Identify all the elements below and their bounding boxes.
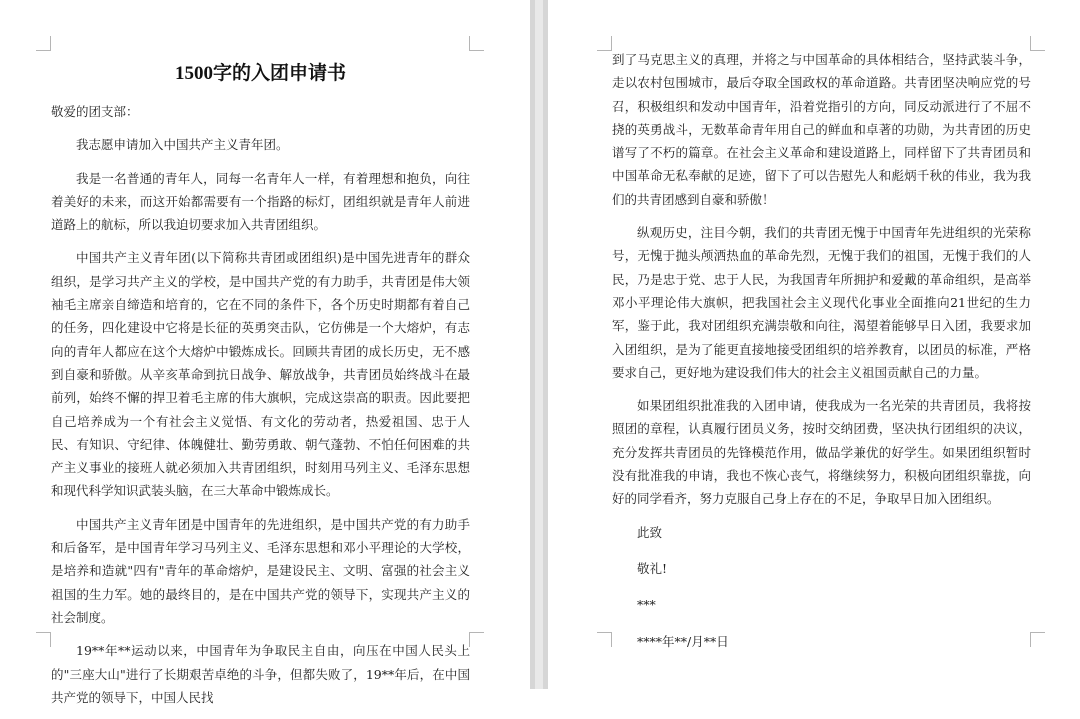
document-page-left [0, 0, 530, 705]
page-corner-mark [597, 36, 612, 51]
page-content [612, 48, 1031, 666]
paragraph: 中国共产主义青年团(以下简称共青团或团组织)是中国先进青年的群众组织，是学习共产主义的学校，是中国共产党的有力助手，共青团是伟大领袖毛主席亲自缔造和培育的，它在不同的条件下，各个历史时期都有着自己的任务，四化建设中它将是长征的英勇突击队，它仿佛是一个大熔炉，有志向的青年人都应在这个大熔炉中锻炼成长。回顾共青团的成长历史，无不感到自豪和骄傲。从辛亥革命到抗日战争、解放战争，共青团员始终战斗在最前列，始终不懈的捍卫着毛主席的伟大旗帜，完成这崇高的职责。因此要把自己培养成为一个有社会主义觉悟、有文化的劳动者，热爱祖国、忠于人民、有知识、守纪律、体魄健壮、勤劳勇敢、朝气蓬勃、不怕任何困难的共产主义事业的接班人就必须加入共青团组织，时刻用马列主义、毛泽东思想和现代科学知识武装头脑，在三大革命中锻炼成长。 [51, 250, 470, 499]
salutation: 敬爱的团支部： [51, 104, 139, 119]
document-page-right [548, 0, 1080, 689]
closing-line: 此致 [637, 524, 663, 540]
paragraph: 我志愿申请加入中国共产主义青年团。 [76, 137, 289, 153]
date: ****年**/月**日 [637, 633, 729, 649]
page-corner-mark [36, 632, 51, 647]
page-corner-mark [597, 632, 612, 647]
page-corner-mark [469, 632, 484, 647]
paragraph: 19**年**运动以来，中国青年为争取民主自由，向压在中国人民头上的"三座大山"进行了长期艰苦卓绝的斗争，但都失败了，19**年后，在中国共产党的领导下，中国人民找 [51, 643, 470, 705]
paragraph: 到了马克思主义的真理，并将之与中国革命的具体相结合，坚持武装斗争，走以农村包围城市，最后夺取全国政权的革命道路。共青团坚决响应党的号召，积极组织和发动中国青年，沿着党指引的方向，同反动派进行了不屈不挠的英勇战斗，无数革命青年用自己的鲜血和卓著的功勋，为共青团的历史谱写了不朽的篇章。在社会主义革命和建设道路上，同样留下了共青团员和中国革命无私奉献的足迹，留下了可以告慰先人和彪炳千秋的伟业，我为我们的共青团感到自豪和骄傲！ [612, 52, 1031, 207]
page-gutter [530, 0, 548, 689]
page-corner-mark [469, 36, 484, 51]
page-corner-mark [36, 36, 51, 51]
signature: *** [637, 597, 656, 613]
page-corner-mark [1030, 36, 1045, 51]
paragraph: 中国共产主义青年团是中国青年的先进组织，是中国共产党的有力助手和后备军，是中国青年学习马列主义、毛泽东思想和邓小平理论的大学校，是培养和造就"四有"青年的革命熔炉，是建设民主、文明、富强的社会主义祖国的生力军。她的最终目的，是在中国共产党的领导下，实现共产主义的社会制度。 [51, 516, 470, 625]
page-content [51, 60, 470, 719]
paragraph: 我是一名普通的青年人，同每一名青年人一样，有着理想和抱负，向往着美好的未来，而这开始都需要有一个指路的标灯，团组织就是青年人前进道路上的航标，所以我迫切要求加入共青团组织。 [51, 170, 470, 233]
closing-line: 敬礼! [637, 560, 668, 576]
paragraph: 纵观历史，注目今朝，我们的共青团无愧于中国青年先进组织的光荣称号，无愧于抛头颅洒热血的革命先烈，无愧于我们的祖国，无愧于我们的人民，乃是忠于党、忠于人民，为我国青年所拥护和爱戴的革命组织，是高举邓小平理论伟大旗帜，把我国社会主义现代化事业全面推向21世纪的生力军，鉴于此，我对团组织充满崇敬和向往，渴望着能够早日入团，我要求加入团组织，是为了能更直接地接受团组织的培养教育，以团员的标准，严格要求自己，更好地为建设我们伟大的社会主义祖国贡献自己的力量。 [612, 225, 1031, 380]
document-title: 1500字的入团申请书 [174, 63, 346, 84]
closing-block [612, 521, 1031, 653]
paragraph: 如果团组织批准我的入团申请，使我成为一名光荣的共青团员，我将按照团的章程，认真履行团员义务，按时交纳团费，坚决执行团组织的决议，充分发挥共青团员的先锋模范作用，做品学兼优的好学生。如果团组织暂时没有批准我的申请，我也不恢心丧气，将继续努力，积极向团组织靠拢，向好的同学看齐，努力克服自己身上存在的不足，争取早日加入团组织。 [612, 398, 1031, 507]
page-corner-mark [1030, 632, 1045, 647]
